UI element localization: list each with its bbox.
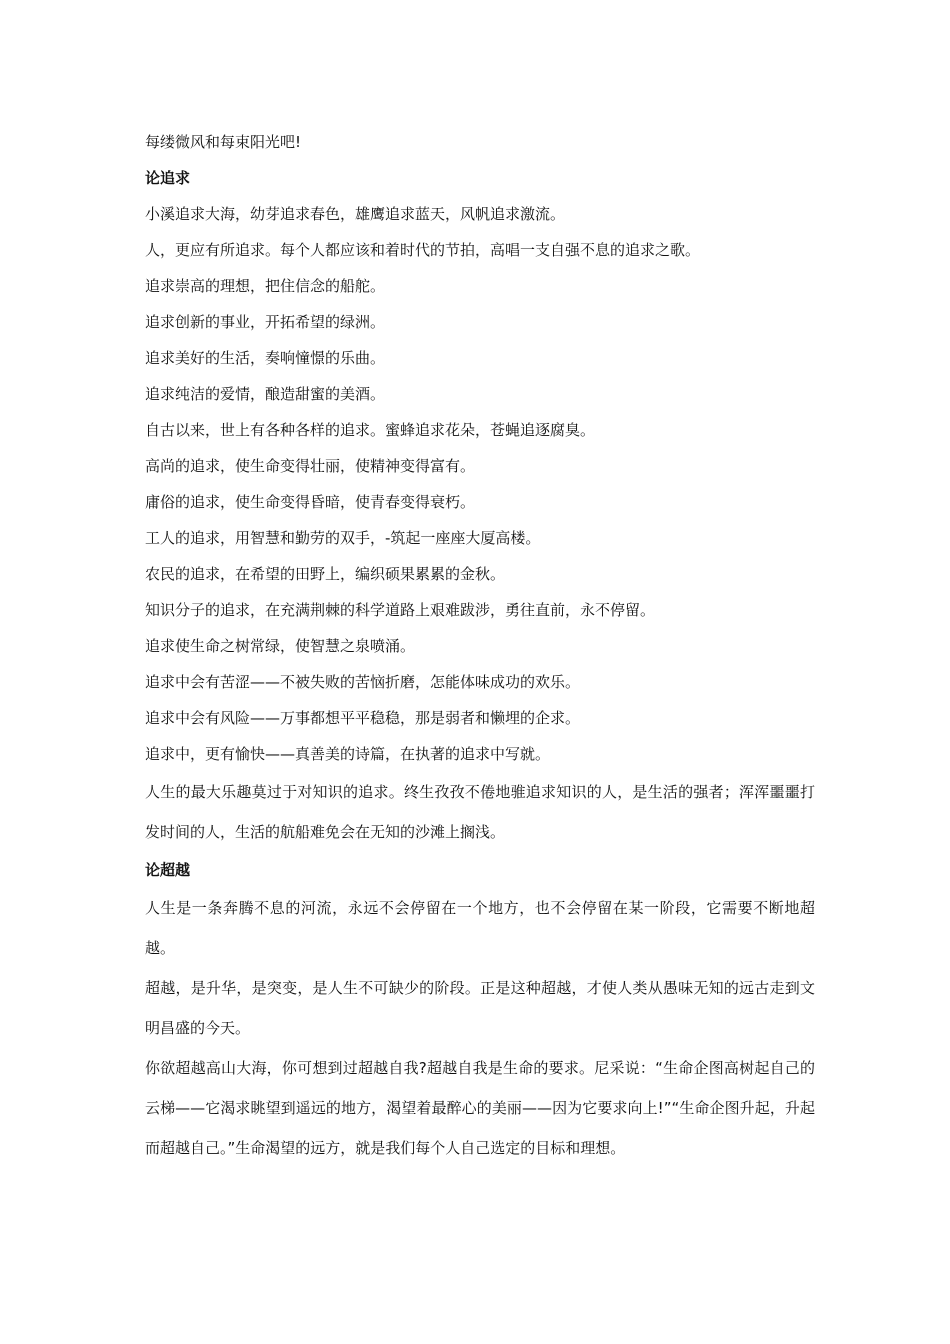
- paragraph: 超越，是升华，是突变，是人生不可缺少的阶段。正是这种超越，才使人类从愚味无知的远古走到文明昌盛的今天。: [145, 979, 815, 1037]
- body-line: 农民的追求，在希望的田野上，编织硕果累累的金秋。: [145, 565, 506, 583]
- body-line: 追求中会有风险——万事都想平平稳稳，那是弱者和懒埋的企求。: [145, 709, 581, 727]
- body-line: 工人的追求，用智慧和勤劳的双手，-筑起一座座大厦高楼。: [145, 529, 541, 547]
- body-line: 追求纯洁的爱情，酿造甜蜜的美酒。: [145, 385, 386, 403]
- body-line: 小溪追求大海，幼芽追求春色，雄鹰追求蓝天，风帆追求激流。: [145, 205, 566, 223]
- body-line: 追求崇高的理想，把住信念的船舵。: [145, 277, 386, 295]
- paragraph: 你欲超越高山大海，你可想到过超越自我?超越自我是生命的要求。尼采说：“生命企图高树起自己的云梯——它渴求眺望到遥远的地方，渴望着最醉心的美丽——因为它要求向上!”“生命企图升起，升起而超越自己。”生命渴望的远方，就是我们每个人自己选定的目标和理想。: [145, 1059, 815, 1157]
- body-line: 庸俗的追求，使生命变得昏暗，使青春变得衰朽。: [145, 493, 476, 511]
- body-line: 自古以来，世上有各种各样的追求。蜜蜂追求花朵，苍蝇追逐腐臭。: [145, 421, 596, 439]
- body-line: 知识分子的追求，在充满荆棘的科学道路上艰难跋涉，勇往直前，永不停留。: [145, 601, 656, 619]
- body-line: 高尚的追求，使生命变得壮丽，使精神变得富有。: [145, 457, 476, 475]
- intro-line: 每缕微风和每束阳光吧!: [145, 133, 302, 151]
- body-line: 追求中会有苦涩——不被失败的苦恼折磨，怎能体味成功的欢乐。: [145, 673, 581, 691]
- body-line: 追求中，更有愉快——真善美的诗篇，在执著的追求中写就。: [145, 745, 551, 763]
- closing-paragraph: 人生的最大乐趣莫过于对知识的追求。终生孜孜不倦地骓追求知识的人，是生活的强者；浑浑噩噩打发时间的人，生活的航船难免会在无知的沙滩上搁浅。: [145, 783, 815, 841]
- section-title-pursuit: 论追求: [145, 169, 191, 187]
- body-line: 人，更应有所追求。每个人都应该和着时代的节拍，高唱一支自强不息的追求之歌。: [145, 241, 701, 259]
- body-line: 追求美好的生活，奏响憧憬的乐曲。: [145, 349, 386, 367]
- paragraph: 人生是一条奔腾不息的河流，永远不会停留在一个地方，也不会停留在某一阶段，它需要不断地超越。: [145, 899, 815, 957]
- body-line: 追求创新的事业，开拓希望的绿洲。: [145, 313, 386, 331]
- section-title-transcend: 论超越: [145, 861, 191, 879]
- document-body: [145, 124, 815, 1168]
- body-line: 追求使生命之树常绿，使智慧之泉喷涌。: [145, 637, 416, 655]
